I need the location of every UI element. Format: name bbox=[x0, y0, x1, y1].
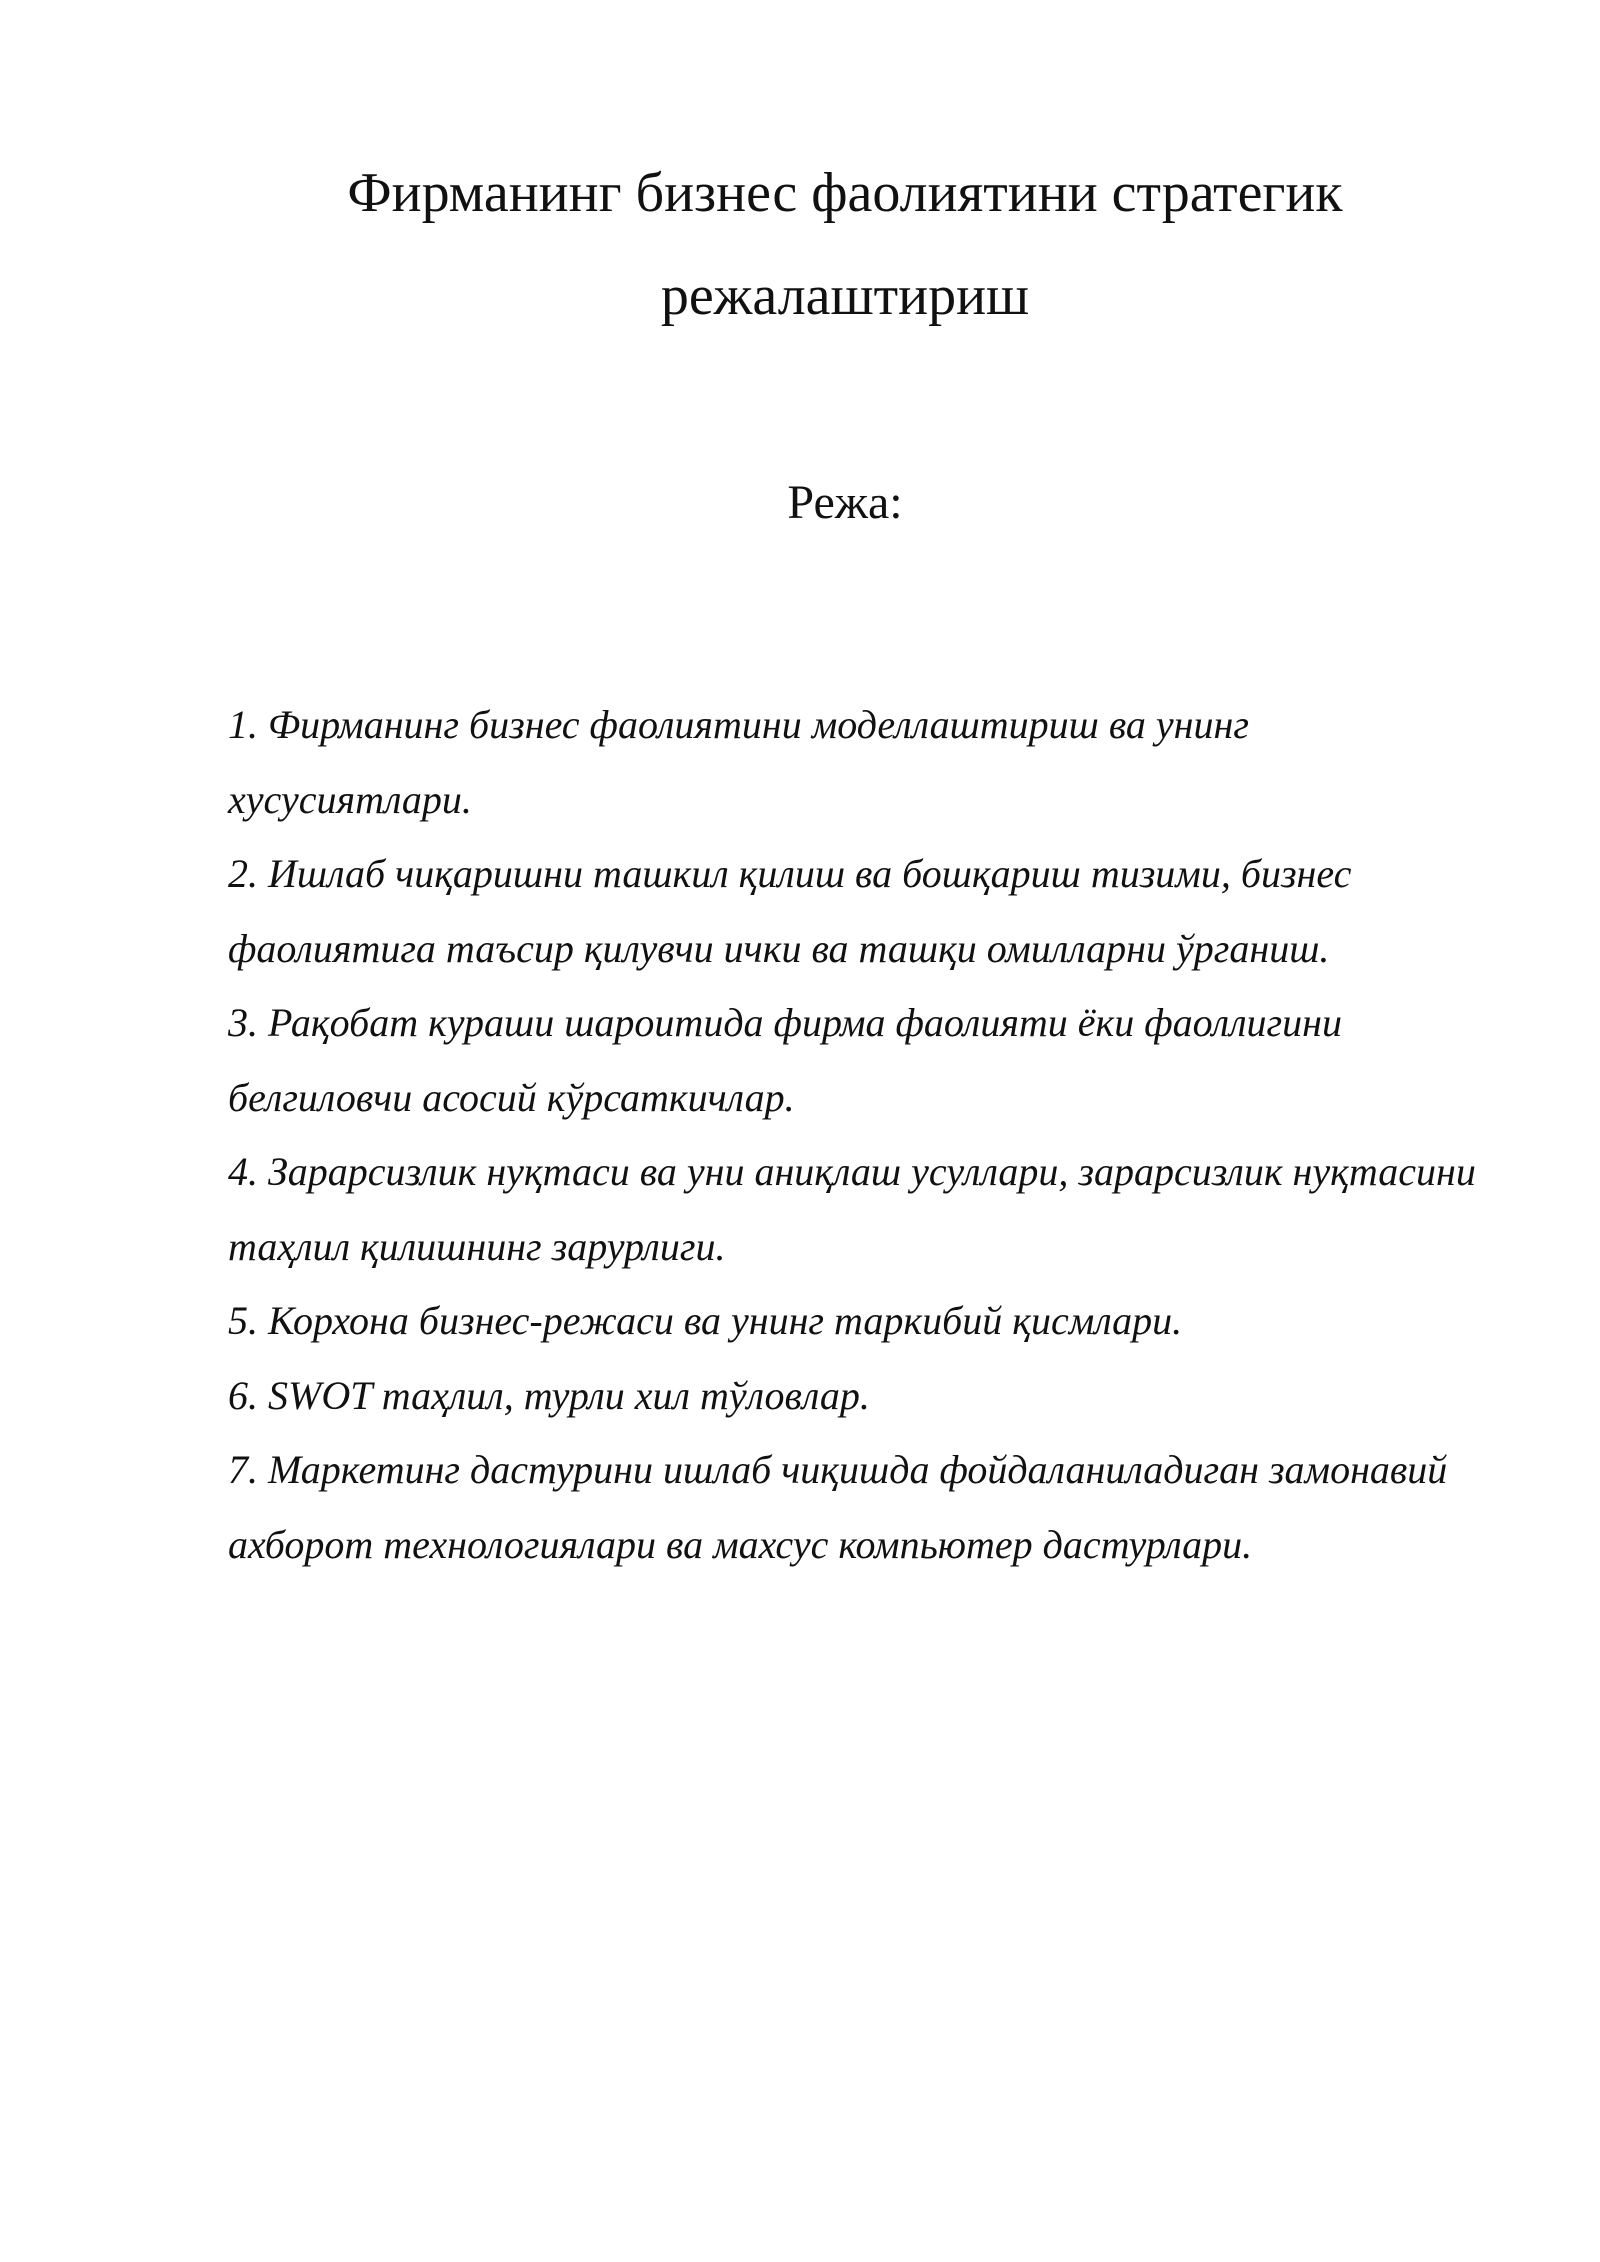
plan-item-7: 7. Маркетинг дастурини ишлаб чиқишда фойдаланиладиган замонавий ахборот технологиялари ва махсус компьютер дастурлари. bbox=[228, 1447, 1448, 1567]
plan-list bbox=[228, 688, 1488, 1582]
plan-item-6: 6. SWOT таҳлил, турли хил тўловлар. bbox=[228, 1372, 870, 1418]
document-title-line-1: Фирманинг бизнес фаолиятини стратегик bbox=[347, 162, 1343, 224]
document-title bbox=[0, 142, 1600, 348]
plan-item-4: 4. Зарарсизлик нуқтаси ва уни аниқлаш усуллари, зарарсизлик нуқтасини таҳлил қилишнинг зарурлиги. bbox=[228, 1149, 1476, 1269]
plan-item-3: 3. Рақобат кураши шароитида фирма фаолияти ёки фаоллигини белгиловчи асосий кўрсаткичлар. bbox=[228, 1000, 1343, 1120]
document-title-line-2: режалаштириш bbox=[660, 265, 1030, 327]
plan-heading: Режа: bbox=[787, 476, 903, 529]
plan-item-2: 2. Ишлаб чиқаришни ташкил қилиш ва бошқариш тизими, бизнес фаолиятига таъсир қилувчи ички ва ташқи омилларни ўрганиш. bbox=[228, 851, 1352, 971]
plan-item-5: 5. Корхона бизнес-режаси ва унинг таркибий қисмлари. bbox=[228, 1298, 1183, 1343]
plan-item-1: 1. Фирманинг бизнес фаолиятини моделлаштириш ва унинг хусусиятлари. bbox=[228, 702, 1249, 822]
